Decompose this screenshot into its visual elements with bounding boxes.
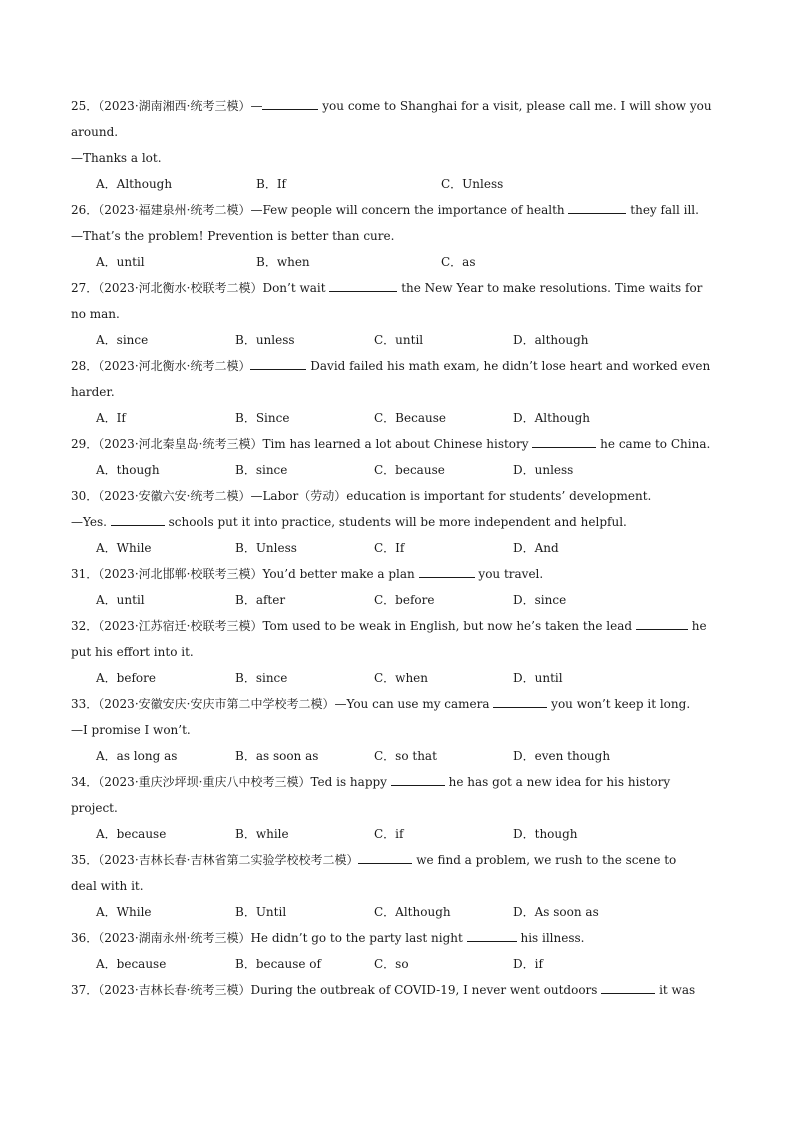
option-a[interactable]: A．though bbox=[96, 463, 160, 477]
question-stem: —Labor（劳动）education is important for students’ development. bbox=[250, 489, 652, 503]
question-source: （2023·安徽安庆·安庆市第二中学校考二模） bbox=[98, 697, 335, 711]
question-source: （2023·福建泉州·统考二模） bbox=[98, 203, 251, 217]
answer-blank[interactable] bbox=[358, 850, 412, 864]
question-stem: He didn’t go to the party last night bbox=[250, 931, 467, 945]
option-b[interactable]: B．because of bbox=[235, 957, 321, 971]
question-source: （2023·河北秦皇岛·统考三模） bbox=[98, 437, 263, 451]
question-29 bbox=[71, 431, 717, 483]
question-stem: You’d better make a plan bbox=[262, 567, 419, 581]
option-b[interactable]: B．unless bbox=[235, 333, 295, 347]
question-number: 25． bbox=[71, 99, 99, 113]
question-33 bbox=[71, 691, 717, 769]
option-a[interactable]: A．While bbox=[96, 905, 152, 919]
question-stem-continued: it was bbox=[655, 983, 696, 997]
option-a[interactable]: A．before bbox=[96, 671, 156, 685]
answer-blank[interactable] bbox=[391, 772, 445, 786]
options-row bbox=[71, 743, 717, 769]
question-stem: Tim has learned a lot about Chinese history bbox=[262, 437, 533, 451]
option-c[interactable]: C．before bbox=[374, 593, 435, 607]
question-25 bbox=[71, 93, 717, 197]
question-30 bbox=[71, 483, 717, 561]
options-row bbox=[71, 665, 717, 691]
option-b[interactable]: B．Until bbox=[235, 905, 287, 919]
question-number: 33． bbox=[71, 697, 99, 711]
option-a[interactable]: A．since bbox=[96, 333, 149, 347]
option-c[interactable]: C．so bbox=[374, 957, 409, 971]
question-37 bbox=[71, 977, 717, 1003]
options-row bbox=[71, 951, 717, 977]
question-stem-wrap: project. bbox=[71, 801, 118, 815]
answer-blank[interactable] bbox=[262, 96, 318, 110]
dialogue-reply-continued: schools put it into practice, students will be more independent and helpful. bbox=[164, 515, 627, 529]
question-stem-continued: you come to Shanghai for a visit, please call me. I will show you bbox=[318, 99, 712, 113]
answer-blank[interactable] bbox=[111, 512, 165, 526]
option-d[interactable]: D．if bbox=[513, 957, 543, 971]
option-b[interactable]: B．since bbox=[235, 671, 288, 685]
option-b[interactable]: B．as soon as bbox=[235, 749, 319, 763]
dialogue-reply: —Thanks a lot. bbox=[71, 151, 162, 165]
options-row bbox=[71, 587, 717, 613]
option-a[interactable]: A．because bbox=[96, 957, 167, 971]
option-d[interactable]: D．unless bbox=[513, 463, 574, 477]
answer-blank[interactable] bbox=[329, 278, 397, 292]
question-34 bbox=[71, 769, 717, 847]
question-stem-continued: David failed his math exam, he didn’t lose heart and worked even bbox=[306, 359, 711, 373]
question-list bbox=[71, 93, 717, 1003]
option-c[interactable]: C．Although bbox=[374, 905, 451, 919]
question-source: （2023·河北衡水·校联考二模） bbox=[98, 281, 263, 295]
option-a[interactable]: A．Although bbox=[96, 177, 173, 191]
question-number: 37． bbox=[71, 983, 99, 997]
question-stem-continued: they fall ill. bbox=[626, 203, 699, 217]
options-row bbox=[71, 171, 717, 197]
answer-blank[interactable] bbox=[532, 434, 596, 448]
options-row bbox=[71, 327, 717, 353]
question-35 bbox=[71, 847, 717, 925]
dialogue-reply: —That’s the problem! Prevention is better than cure. bbox=[71, 229, 395, 243]
option-c[interactable]: C．when bbox=[374, 671, 429, 685]
option-b[interactable]: B．after bbox=[235, 593, 286, 607]
option-a[interactable]: A．If bbox=[96, 411, 126, 425]
dialogue-reply: —Yes. bbox=[71, 515, 111, 529]
option-a[interactable]: A．because bbox=[96, 827, 167, 841]
options-row bbox=[71, 899, 717, 925]
question-stem-wrap: put his effort into it. bbox=[71, 645, 194, 659]
option-c[interactable]: C．as bbox=[441, 255, 476, 269]
question-32 bbox=[71, 613, 717, 691]
option-c[interactable]: C．Because bbox=[374, 411, 446, 425]
question-stem: During the outbreak of COVID-19, I never went outdoors bbox=[250, 983, 602, 997]
option-d[interactable]: D．though bbox=[513, 827, 578, 841]
question-stem: —You can use my camera bbox=[334, 697, 494, 711]
options-row bbox=[71, 457, 717, 483]
option-a[interactable]: A．as long as bbox=[96, 749, 178, 763]
question-number: 29． bbox=[71, 437, 99, 451]
answer-blank[interactable] bbox=[493, 694, 547, 708]
question-stem-continued: the New Year to make resolutions. Time waits for bbox=[397, 281, 703, 295]
option-d[interactable]: D．even though bbox=[513, 749, 611, 763]
question-stem: Don’t wait bbox=[262, 281, 330, 295]
answer-blank[interactable] bbox=[419, 564, 475, 578]
option-b[interactable]: B．Since bbox=[235, 411, 290, 425]
option-c[interactable]: C．If bbox=[374, 541, 405, 555]
question-source: （2023·吉林长春·统考三模） bbox=[98, 983, 251, 997]
option-d[interactable]: D．since bbox=[513, 593, 567, 607]
option-c[interactable]: C．because bbox=[374, 463, 445, 477]
question-stem-continued: he came to China. bbox=[596, 437, 711, 451]
option-c[interactable]: C．until bbox=[374, 333, 424, 347]
question-stem: Ted is happy bbox=[310, 775, 391, 789]
option-d[interactable]: D．As soon as bbox=[513, 905, 599, 919]
question-source: （2023·河北邯郸·校联考三模） bbox=[98, 567, 263, 581]
answer-blank[interactable] bbox=[467, 928, 517, 942]
question-number: 31． bbox=[71, 567, 99, 581]
question-27 bbox=[71, 275, 717, 353]
option-b[interactable]: B．since bbox=[235, 463, 288, 477]
question-stem: —Few people will concern the importance of health bbox=[250, 203, 569, 217]
question-number: 34． bbox=[71, 775, 99, 789]
question-26 bbox=[71, 197, 717, 275]
question-stem-wrap: no man. bbox=[71, 307, 120, 321]
option-b[interactable]: B．while bbox=[235, 827, 289, 841]
question-number: 32． bbox=[71, 619, 99, 633]
question-number: 26． bbox=[71, 203, 99, 217]
options-row bbox=[71, 405, 717, 431]
option-d[interactable]: D．And bbox=[513, 541, 559, 555]
answer-blank[interactable] bbox=[601, 980, 655, 994]
question-source: （2023·河北衡水·统考二模） bbox=[98, 359, 251, 373]
question-number: 27． bbox=[71, 281, 99, 295]
question-stem-continued: you travel. bbox=[474, 567, 544, 581]
question-source: （2023·湖南湘西·统考三模） bbox=[98, 99, 251, 113]
question-source: （2023·江苏宿迁·校联考三模） bbox=[98, 619, 263, 633]
question-stem-continued: he has got a new idea for his history bbox=[444, 775, 671, 789]
dialogue-reply: —I promise I won’t. bbox=[71, 723, 191, 737]
question-28 bbox=[71, 353, 717, 431]
option-d[interactable]: D．although bbox=[513, 333, 589, 347]
question-source: （2023·湖南永州·统考三模） bbox=[98, 931, 251, 945]
option-a[interactable]: A．until bbox=[96, 593, 145, 607]
option-b[interactable]: B．when bbox=[256, 255, 310, 269]
option-a[interactable]: A．While bbox=[96, 541, 152, 555]
question-31 bbox=[71, 561, 717, 613]
question-number: 28． bbox=[71, 359, 99, 373]
options-row bbox=[71, 249, 717, 275]
question-stem: — bbox=[250, 99, 263, 113]
answer-blank[interactable] bbox=[636, 616, 688, 630]
question-number: 36． bbox=[71, 931, 99, 945]
question-stem-wrap: harder. bbox=[71, 385, 115, 399]
option-c[interactable]: C．so that bbox=[374, 749, 437, 763]
question-stem-wrap: deal with it. bbox=[71, 879, 144, 893]
question-number: 35． bbox=[71, 853, 99, 867]
answer-blank[interactable] bbox=[250, 356, 306, 370]
question-stem-continued: his illness. bbox=[516, 931, 585, 945]
option-c[interactable]: C．Unless bbox=[441, 177, 504, 191]
question-stem-continued: we find a problem, we rush to the scene to bbox=[412, 853, 677, 867]
question-stem-wrap: around. bbox=[71, 125, 119, 139]
answer-blank[interactable] bbox=[568, 200, 626, 214]
question-source: （2023·吉林长春·吉林省第二实验学校校考二模） bbox=[98, 853, 359, 867]
question-stem-continued: you won’t keep it long. bbox=[547, 697, 691, 711]
question-36 bbox=[71, 925, 717, 977]
question-number: 30． bbox=[71, 489, 99, 503]
option-c[interactable]: C．if bbox=[374, 827, 404, 841]
option-b[interactable]: B．Unless bbox=[235, 541, 297, 555]
option-a[interactable]: A．until bbox=[96, 255, 145, 269]
options-row bbox=[71, 821, 717, 847]
option-d[interactable]: D．Although bbox=[513, 411, 591, 425]
question-stem: Tom used to be weak in English, but now he’s taken the lead bbox=[262, 619, 636, 633]
option-b[interactable]: B．If bbox=[256, 177, 287, 191]
question-source: （2023·重庆沙坪坝·重庆八中校考三模） bbox=[98, 775, 311, 789]
options-row bbox=[71, 535, 717, 561]
option-d[interactable]: D．until bbox=[513, 671, 563, 685]
question-source: （2023·安徽六安·统考二模） bbox=[98, 489, 251, 503]
question-stem-continued: he bbox=[687, 619, 707, 633]
